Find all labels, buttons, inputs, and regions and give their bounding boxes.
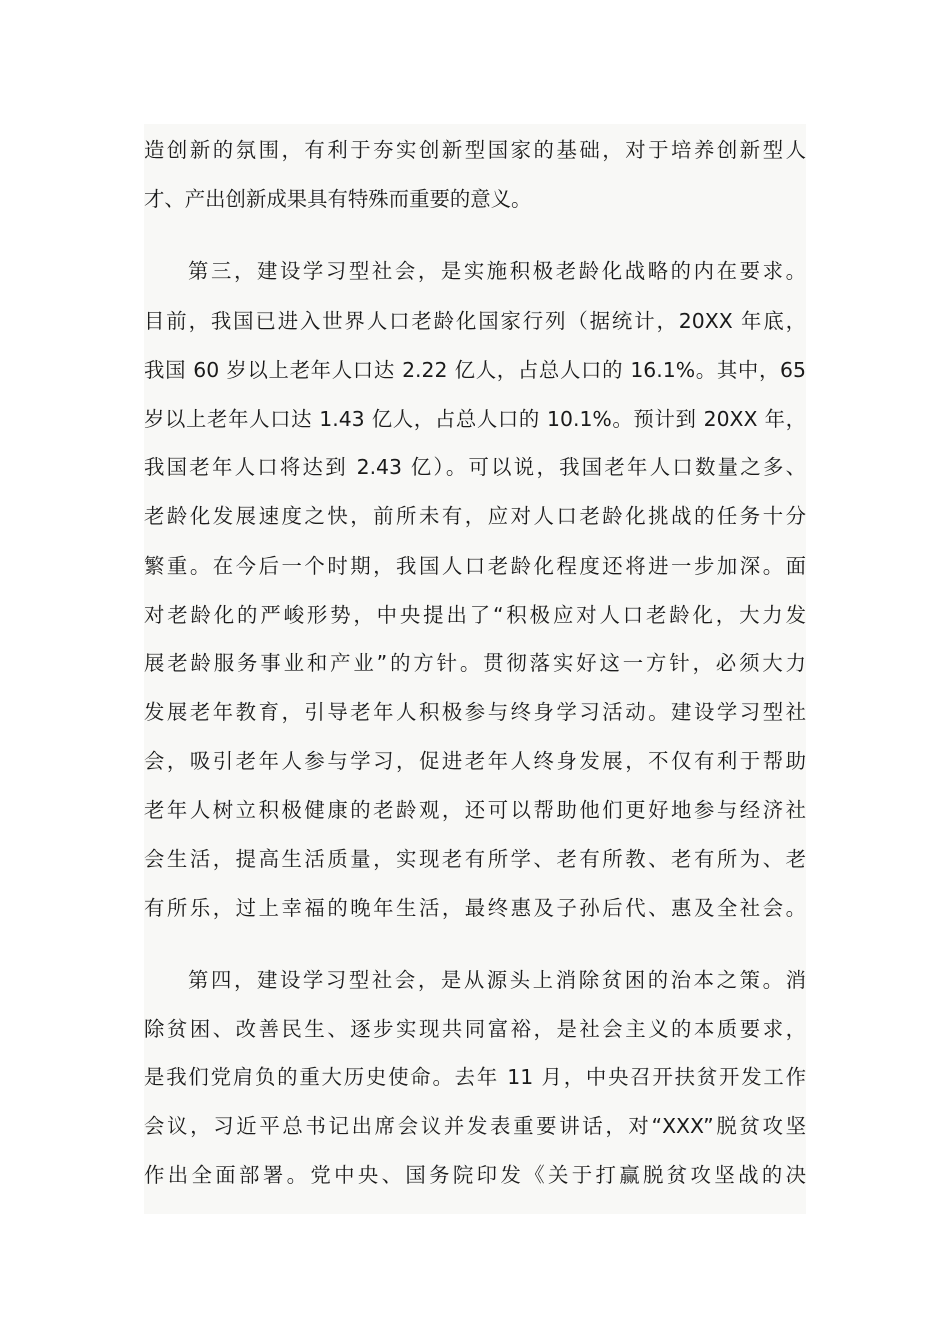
paragraph-2-line-4: 岁以上老年人口达 1.43 亿人，占总人口的 10.1%。预计到 20XX 年， [144,407,806,431]
paragraph-2-line-2: 目前，我国已进入世界人口老龄化国家行列（据统计，20XX 年底， [144,309,806,333]
paragraph-1-line-1: 造创新的氛围，有利于夯实创新型国家的基础，对于培养创新型人 [144,138,806,162]
paragraph-3-line-3: 是我们党肩负的重大历史使命。去年 11 月，中央召开扶贫开发工作 [144,1065,806,1089]
paragraph-2-line-9: 展老龄服务事业和产业”的方针。贯彻落实好这一方针，必须大力 [144,651,806,675]
paragraph-2-line-10: 发展老年教育，引导老年人积极参与终身学习活动。建设学习型社 [144,700,806,724]
paragraph-2-line-6: 老龄化发展速度之快，前所未有，应对人口老龄化挑战的任务十分 [144,504,806,528]
paragraph-2-line-13: 会生活，提高生活质量，实现老有所学、老有所教、老有所为、老 [144,847,806,871]
paragraph-2-line-12: 老年人树立积极健康的老龄观，还可以帮助他们更好地参与经济社 [144,798,806,822]
paragraph-2-line-1: 第三，建设学习型社会，是实施积极老龄化战略的内在要求。 [188,259,806,283]
paragraph-2-line-8: 对老龄化的严峻形势，中央提出了“积极应对人口老龄化，大力发 [144,603,806,627]
paragraph-3-line-2: 除贫困、改善民生、逐步实现共同富裕，是社会主义的本质要求， [144,1017,806,1041]
paragraph-2-line-14: 有所乐，过上幸福的晚年生活，最终惠及子孙后代、惠及全社会。 [144,896,806,920]
paragraph-2-line-5: 我国老年人口将达到 2.43 亿）。可以说，我国老年人口数量之多、 [144,455,806,479]
paragraph-2-line-7: 繁重。在今后一个时期，我国人口老龄化程度还将进一步加深。面 [144,554,806,578]
document-page [144,124,806,1214]
paragraph-3-line-4: 会议，习近平总书记出席会议并发表重要讲话，对“XXX”脱贫攻坚 [144,1114,806,1138]
paragraph-2-line-11: 会，吸引老年人参与学习，促进老年人终身发展，不仅有利于帮助 [144,749,806,773]
paragraph-3-line-1: 第四，建设学习型社会，是从源头上消除贫困的治本之策。消 [188,968,806,992]
paragraph-1-line-2: 才、产出创新成果具有特殊而重要的意义。 [144,187,532,211]
paragraph-3-line-5: 作出全面部署。党中央、国务院印发《关于打赢脱贫攻坚战的决 [144,1163,806,1187]
paragraph-2-line-3: 我国 60 岁以上老年人口达 2.22 亿人，占总人口的 16.1%。其中，65 [144,358,806,382]
